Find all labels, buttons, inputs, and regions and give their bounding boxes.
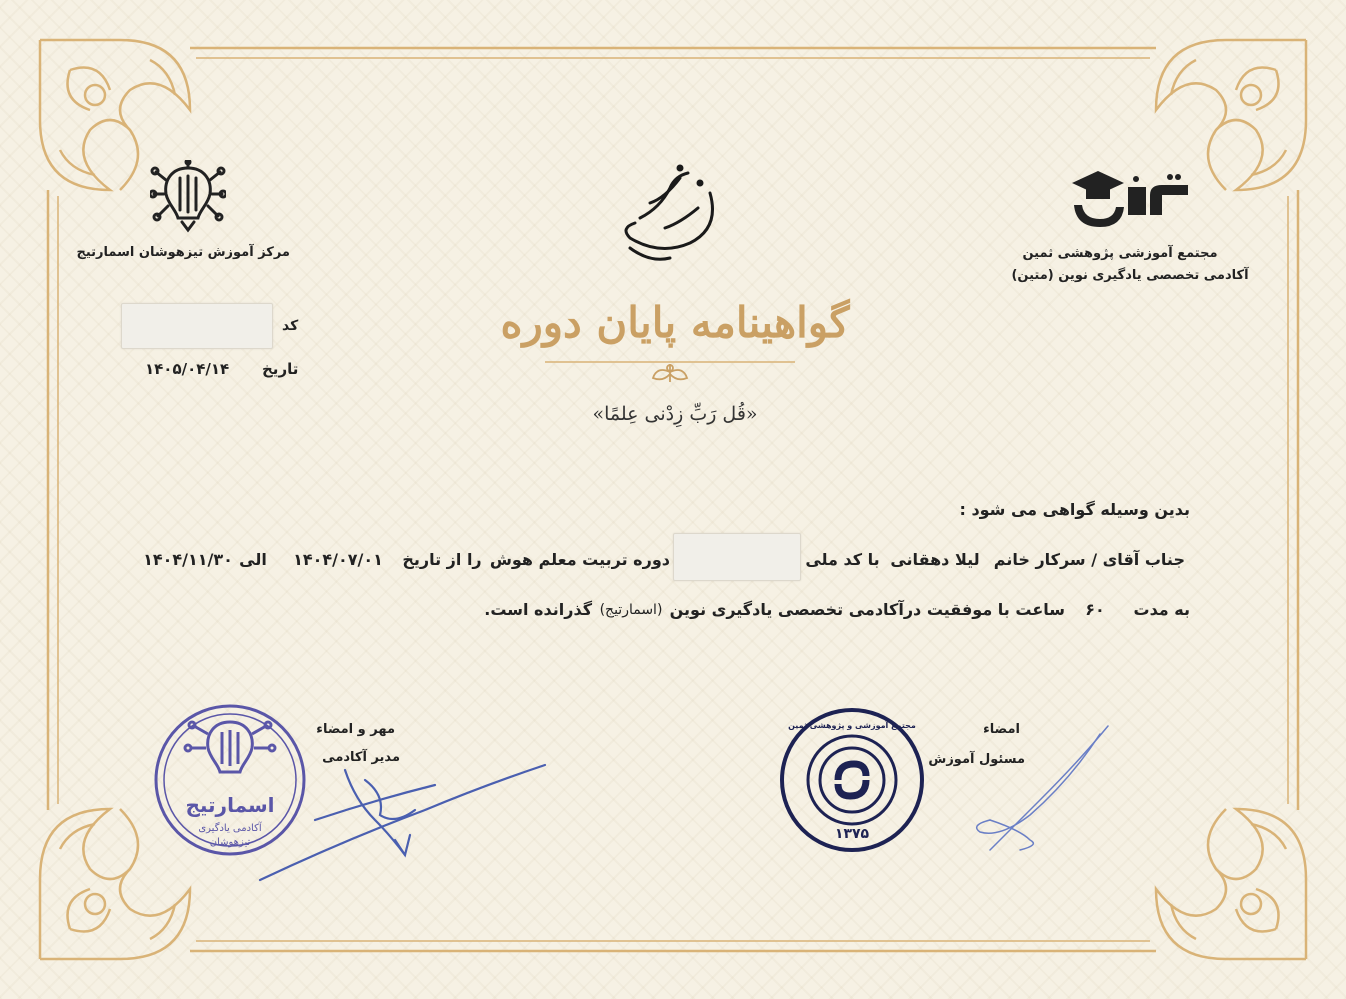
left-org-name: مرکز آموزش تیزهوشان اسمارتیج — [76, 245, 290, 260]
certificate-title: گواهینامه پایان دوره — [500, 298, 850, 347]
manager-signature — [255, 740, 555, 890]
graduation-cap-icon — [1066, 165, 1196, 235]
stamp-year: ۱۳۷۵ — [834, 826, 870, 842]
stamp-line2: تیزهوشان — [209, 837, 251, 848]
course-name: دوره تربیت معلم هوش — [489, 550, 670, 569]
intro-text: بدین وسیله گواهی می شود : — [959, 500, 1190, 519]
samin-stamp — [778, 706, 926, 854]
national-code-label: با کد ملی — [805, 550, 880, 569]
hours-text: ساعت با موفقیت درآکادمی تخصصی یادگیری نوین — [669, 600, 1065, 619]
to-date: ۱۴۰۴/۱۱/۳۰ — [143, 550, 233, 569]
brain-bulb-icon — [150, 160, 226, 234]
bismillah-calligraphy — [610, 158, 730, 268]
to-label: الی — [239, 550, 267, 569]
salutation-text: جناب آقای / سرکار خانم — [993, 550, 1185, 569]
title-divider — [545, 352, 795, 386]
right-sign-label1: امضاء — [983, 722, 1020, 737]
academy-short: (اسمارتیج) — [599, 602, 663, 618]
right-org-line2: آکادمی تخصصی یادگیری نوین (متین) — [1011, 268, 1249, 283]
right-org-line1: مجتمع آموزشی پژوهشی ثمین — [1022, 246, 1218, 261]
verse-quote: «قُل رَبِّ زِدْنی عِلمًا» — [592, 403, 758, 425]
recipient-name: لیلا دهقانی — [890, 550, 980, 569]
left-sign-label1: مهر و امضاء — [316, 722, 395, 737]
stamp-title: اسمارتیج — [185, 793, 275, 817]
duration-value: ۶۰ — [1085, 600, 1105, 619]
date-value: ۱۴۰۵/۰۴/۱۴ — [145, 360, 230, 378]
date-label: تاریخ — [262, 360, 299, 378]
from-label: را از تاریخ — [402, 550, 482, 569]
code-value-box — [121, 303, 273, 349]
code-label: کد — [282, 318, 299, 334]
duration-label: به مدت — [1133, 600, 1190, 619]
right-sign-label2: مسئول آموزش — [928, 752, 1025, 767]
stamp-line1: آکادمی یادگیری — [198, 823, 262, 834]
stamp-text: مجتمع آموزشی و پژوهشی ثمین — [788, 721, 916, 730]
trainer-signature — [960, 720, 1120, 860]
left-sign-label2: مدیر آکادمی — [322, 750, 400, 765]
end-text: گذرانده است. — [484, 600, 592, 619]
from-date: ۱۴۰۴/۰۷/۰۱ — [293, 550, 383, 569]
national-code-box — [673, 533, 801, 581]
